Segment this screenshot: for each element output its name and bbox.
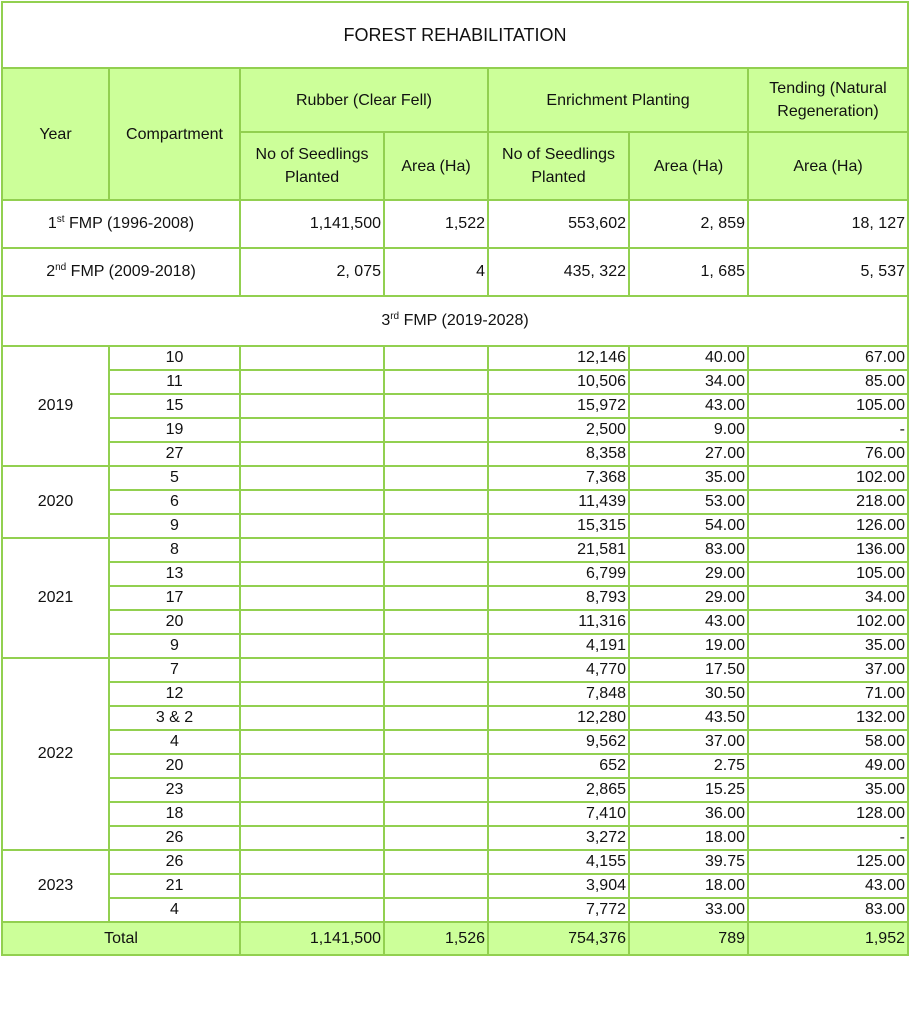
rubber-area-cell [384,706,488,730]
header-rubber-seedlings: No of Seedlings Planted [240,132,384,200]
header-rubber: Rubber (Clear Fell) [240,68,488,132]
year-cell: 2019 [2,346,109,466]
enrichment-seedlings-cell: 12,146 [488,346,629,370]
rubber-seedlings-cell [240,514,384,538]
total-rubber-seedlings: 1,141,500 [240,922,384,955]
rubber-seedlings-cell: 1,141,500 [240,200,384,248]
tending-area-cell: 18, 127 [748,200,908,248]
enrichment-seedlings-cell: 652 [488,754,629,778]
compartment-cell: 21 [109,874,240,898]
rubber-area-cell: 1,522 [384,200,488,248]
total-rubber-area: 1,526 [384,922,488,955]
summary-label [2,248,240,296]
compartment-cell: 23 [109,778,240,802]
rubber-area-cell [384,754,488,778]
rubber-seedlings-cell [240,634,384,658]
section-heading [2,296,908,346]
summary-label [2,200,240,248]
tending-area-cell: 35.00 [748,778,908,802]
enrichment-seedlings-cell: 3,904 [488,874,629,898]
table-row [2,658,908,682]
summary-ordinal: 2 [46,263,56,280]
rubber-seedlings-cell [240,658,384,682]
compartment-cell: 6 [109,490,240,514]
total-enrichment-area: 789 [629,922,748,955]
header-tending-area: Area (Ha) [748,132,908,200]
rubber-seedlings-cell [240,466,384,490]
table-row [2,466,908,490]
compartment-cell: 20 [109,610,240,634]
enrichment-area-cell: 37.00 [629,730,748,754]
table-row [2,874,908,898]
rubber-seedlings-cell [240,562,384,586]
tending-area-cell: 76.00 [748,442,908,466]
tending-area-cell: 132.00 [748,706,908,730]
table-row [2,634,908,658]
enrichment-seedlings-cell: 7,848 [488,682,629,706]
rubber-area-cell [384,586,488,610]
rubber-area-cell [384,850,488,874]
total-row [2,922,908,955]
tending-area-cell: 102.00 [748,610,908,634]
table-title: FOREST REHABILITATION [2,2,908,68]
rubber-seedlings-cell [240,898,384,922]
enrichment-seedlings-cell: 4,770 [488,658,629,682]
enrichment-area-cell: 2, 859 [629,200,748,248]
enrichment-seedlings-cell: 15,972 [488,394,629,418]
enrichment-seedlings-cell: 7,368 [488,466,629,490]
enrichment-area-cell: 15.25 [629,778,748,802]
rubber-area-cell [384,538,488,562]
table-row [2,706,908,730]
enrichment-seedlings-cell: 8,358 [488,442,629,466]
rubber-area-cell [384,490,488,514]
tending-area-cell: 105.00 [748,562,908,586]
rubber-area-cell [384,778,488,802]
enrichment-area-cell: 34.00 [629,370,748,394]
compartment-cell: 4 [109,898,240,922]
compartment-cell: 7 [109,658,240,682]
header-enrichment: Enrichment Planting [488,68,748,132]
compartment-cell: 4 [109,730,240,754]
compartment-cell: 13 [109,562,240,586]
compartment-cell: 26 [109,826,240,850]
enrichment-seedlings-cell: 553,602 [488,200,629,248]
enrichment-area-cell: 9.00 [629,418,748,442]
enrichment-seedlings-cell: 11,439 [488,490,629,514]
enrichment-area-cell: 18.00 [629,826,748,850]
table-row [2,898,908,922]
tending-area-cell: 67.00 [748,346,908,370]
enrichment-seedlings-cell: 10,506 [488,370,629,394]
compartment-cell: 18 [109,802,240,826]
table-row [2,754,908,778]
tending-area-cell: 35.00 [748,634,908,658]
compartment-cell: 3 & 2 [109,706,240,730]
summary-row-1st-fmp [2,200,908,248]
rubber-seedlings-cell [240,706,384,730]
table-row [2,514,908,538]
rubber-seedlings-cell [240,874,384,898]
rubber-seedlings-cell [240,394,384,418]
rubber-area-cell [384,562,488,586]
section-ordinal-suffix: rd [390,311,400,322]
enrichment-seedlings-cell: 2,865 [488,778,629,802]
rubber-area-cell [384,514,488,538]
rubber-area-cell [384,394,488,418]
enrichment-seedlings-cell: 7,410 [488,802,629,826]
enrichment-area-cell: 53.00 [629,490,748,514]
forest-rehabilitation-table [1,1,909,956]
table-row [2,418,908,442]
tending-area-cell: 58.00 [748,730,908,754]
summary-ordinal-suffix: st [56,214,65,225]
table-row [2,562,908,586]
table-row [2,730,908,754]
rubber-area-cell [384,802,488,826]
rubber-area-cell [384,730,488,754]
enrichment-area-cell: 18.00 [629,874,748,898]
summary-row-2nd-fmp [2,248,908,296]
enrichment-area-cell: 43.50 [629,706,748,730]
table-row [2,682,908,706]
enrichment-seedlings-cell: 12,280 [488,706,629,730]
compartment-cell: 26 [109,850,240,874]
section-ordinal: 3 [381,312,391,329]
enrichment-seedlings-cell: 6,799 [488,562,629,586]
rubber-seedlings-cell [240,370,384,394]
rubber-area-cell [384,826,488,850]
rubber-seedlings-cell [240,778,384,802]
enrichment-area-cell: 43.00 [629,394,748,418]
table-row [2,370,908,394]
tending-area-cell: 125.00 [748,850,908,874]
compartment-cell: 5 [109,466,240,490]
summary-ordinal: 1 [47,215,57,232]
header-enrichment-seedlings: No of Seedlings Planted [488,132,629,200]
compartment-cell: 8 [109,538,240,562]
enrichment-area-cell: 83.00 [629,538,748,562]
enrichment-area-cell: 2.75 [629,754,748,778]
header-compartment: Compartment [109,68,240,200]
tending-area-cell: 136.00 [748,538,908,562]
enrichment-area-cell: 29.00 [629,562,748,586]
year-cell: 2022 [2,658,109,850]
table-row [2,490,908,514]
rubber-seedlings-cell [240,586,384,610]
rubber-seedlings-cell [240,538,384,562]
rubber-seedlings-cell [240,418,384,442]
section-row-3rd-fmp [2,296,908,346]
enrichment-seedlings-cell: 2,500 [488,418,629,442]
rubber-area-cell [384,466,488,490]
tending-area-cell: 37.00 [748,658,908,682]
enrichment-area-cell: 19.00 [629,634,748,658]
total-tending-area: 1,952 [748,922,908,955]
rubber-area-cell [384,610,488,634]
header-year: Year [2,68,109,200]
enrichment-seedlings-cell: 21,581 [488,538,629,562]
tending-area-cell: 5, 537 [748,248,908,296]
tending-area-cell: 83.00 [748,898,908,922]
header-rubber-area: Area (Ha) [384,132,488,200]
rubber-area-cell [384,370,488,394]
summary-period: FMP (2009-2018) [66,263,196,280]
enrichment-seedlings-cell: 435, 322 [488,248,629,296]
table-row [2,346,908,370]
rubber-seedlings-cell [240,610,384,634]
enrichment-area-cell: 54.00 [629,514,748,538]
rubber-area-cell [384,682,488,706]
tending-area-cell: - [748,418,908,442]
table-row [2,394,908,418]
tending-area-cell: 218.00 [748,490,908,514]
enrichment-area-cell: 27.00 [629,442,748,466]
table-row [2,778,908,802]
enrichment-area-cell: 36.00 [629,802,748,826]
rubber-area-cell [384,418,488,442]
rubber-seedlings-cell [240,682,384,706]
tending-area-cell: 34.00 [748,586,908,610]
compartment-cell: 9 [109,634,240,658]
table-row [2,586,908,610]
rubber-seedlings-cell [240,826,384,850]
year-cell: 2020 [2,466,109,538]
enrichment-area-cell: 43.00 [629,610,748,634]
table-row [2,802,908,826]
tending-area-cell: 71.00 [748,682,908,706]
rubber-area-cell [384,346,488,370]
rubber-area-cell [384,442,488,466]
rubber-area-cell [384,658,488,682]
rubber-seedlings-cell [240,730,384,754]
compartment-cell: 11 [109,370,240,394]
table-row [2,850,908,874]
compartment-cell: 17 [109,586,240,610]
compartment-cell: 27 [109,442,240,466]
enrichment-area-cell: 1, 685 [629,248,748,296]
total-enrichment-seedlings: 754,376 [488,922,629,955]
tending-area-cell: 43.00 [748,874,908,898]
tending-area-cell: 85.00 [748,370,908,394]
rubber-area-cell [384,898,488,922]
table-row [2,826,908,850]
tending-area-cell: - [748,826,908,850]
compartment-cell: 20 [109,754,240,778]
enrichment-area-cell: 39.75 [629,850,748,874]
rubber-area-cell [384,874,488,898]
tending-area-cell: 49.00 [748,754,908,778]
enrichment-area-cell: 33.00 [629,898,748,922]
rubber-area-cell: 4 [384,248,488,296]
enrichment-seedlings-cell: 8,793 [488,586,629,610]
enrichment-area-cell: 35.00 [629,466,748,490]
tending-area-cell: 105.00 [748,394,908,418]
summary-ordinal-suffix: nd [55,262,67,273]
rubber-seedlings-cell [240,442,384,466]
year-cell: 2023 [2,850,109,922]
tending-area-cell: 128.00 [748,802,908,826]
enrichment-seedlings-cell: 15,315 [488,514,629,538]
compartment-cell: 19 [109,418,240,442]
rubber-seedlings-cell [240,490,384,514]
enrichment-area-cell: 30.50 [629,682,748,706]
enrichment-seedlings-cell: 3,272 [488,826,629,850]
rubber-seedlings-cell [240,346,384,370]
year-cell: 2021 [2,538,109,658]
enrichment-area-cell: 29.00 [629,586,748,610]
summary-period: FMP (1996-2008) [64,215,195,232]
enrichment-area-cell: 40.00 [629,346,748,370]
tending-area-cell: 102.00 [748,466,908,490]
tending-area-cell: 126.00 [748,514,908,538]
table-row [2,442,908,466]
compartment-cell: 9 [109,514,240,538]
compartment-cell: 15 [109,394,240,418]
enrichment-seedlings-cell: 4,191 [488,634,629,658]
compartment-cell: 10 [109,346,240,370]
rubber-seedlings-cell: 2, 075 [240,248,384,296]
table-row [2,610,908,634]
rubber-seedlings-cell [240,802,384,826]
table-row [2,538,908,562]
compartment-cell: 12 [109,682,240,706]
enrichment-seedlings-cell: 11,316 [488,610,629,634]
rubber-seedlings-cell [240,754,384,778]
enrichment-seedlings-cell: 9,562 [488,730,629,754]
section-period: FMP (2019-2028) [399,312,529,329]
rubber-seedlings-cell [240,850,384,874]
rubber-area-cell [384,634,488,658]
header-enrichment-area: Area (Ha) [629,132,748,200]
enrichment-area-cell: 17.50 [629,658,748,682]
enrichment-seedlings-cell: 4,155 [488,850,629,874]
header-tending: Tending (Natural Regeneration) [748,68,908,132]
enrichment-seedlings-cell: 7,772 [488,898,629,922]
total-label: Total [2,922,240,955]
